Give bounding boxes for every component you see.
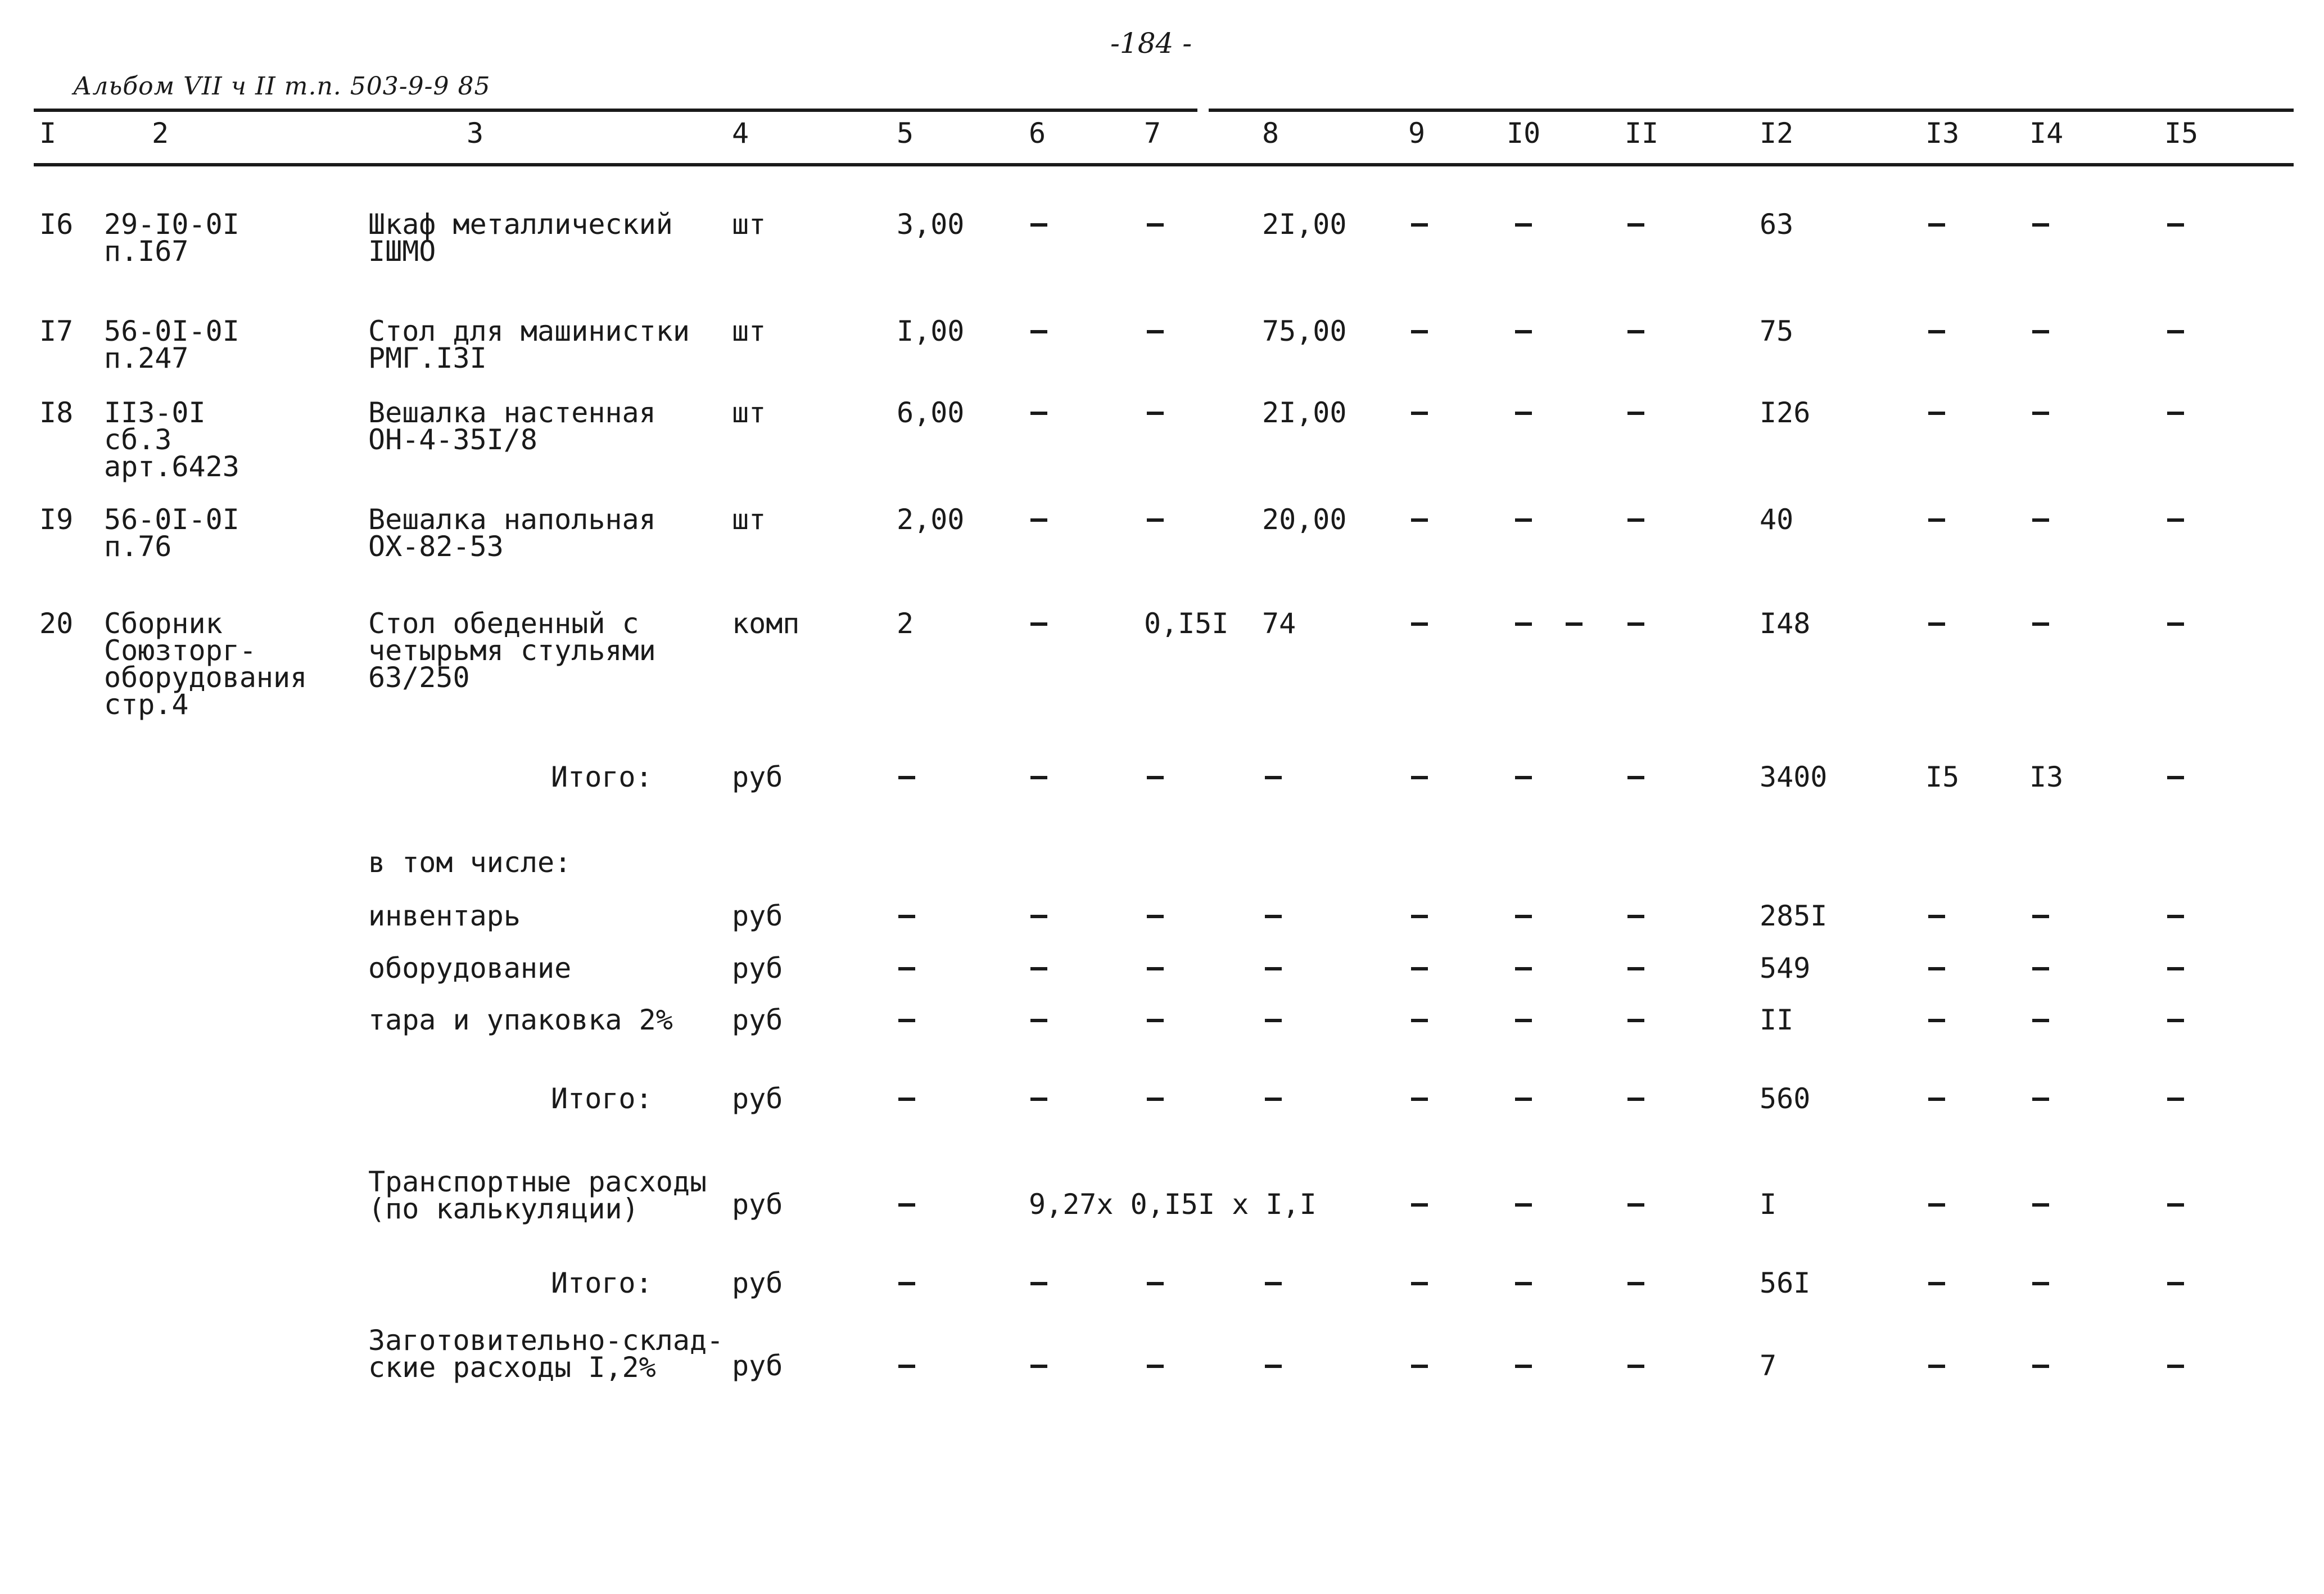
dash-cell (1627, 915, 1644, 918)
value-cell: 20,00 (1262, 503, 1347, 536)
dash-cell (1147, 776, 1164, 779)
dash-cell (1515, 1098, 1532, 1101)
value-cell: I26 (1760, 396, 1811, 429)
value-cell: 2I,00 (1262, 396, 1347, 429)
unit-rub: руб (732, 952, 783, 985)
equipment-label: оборудование (368, 952, 572, 985)
dash-cell (1928, 223, 1945, 227)
dash-cell (1030, 1365, 1047, 1368)
dash-cell (1928, 967, 1945, 970)
row-unit: шт (732, 208, 766, 241)
row-number: I6 (39, 208, 74, 241)
transport-formula: 9,27х 0,I5I х I,I (1029, 1188, 1317, 1221)
total-value: II (1760, 1004, 1794, 1036)
column-header: 9 (1408, 117, 1426, 150)
dash-cell (2032, 1019, 2049, 1022)
column-header: I4 (2029, 117, 2064, 150)
dash-cell (1515, 1203, 1532, 1207)
dash-cell (898, 776, 915, 779)
dash-cell (2167, 915, 2184, 918)
total-value: 285I (1760, 900, 1828, 932)
dash-cell (1147, 1282, 1164, 1285)
row-unit: комп (732, 607, 800, 640)
dash-cell (1515, 330, 1532, 333)
dash-cell (1030, 776, 1047, 779)
value-cell: 0,I5I (1144, 607, 1229, 640)
dash-cell (1515, 412, 1532, 415)
dash-cell (1928, 1098, 1945, 1101)
dash-cell (2167, 1365, 2184, 1368)
dash-cell (898, 1019, 915, 1022)
dash-cell (898, 1282, 915, 1285)
total-value: I3 (2029, 761, 2064, 793)
row-name: Вешалка настенная ОН-4-35I/8 (368, 396, 656, 456)
page-number: -184 - (1110, 27, 1192, 60)
dash-cell (1928, 1365, 1945, 1368)
row-name: Шкаф металлический IШМО (368, 208, 673, 268)
dash-cell (1928, 622, 1945, 626)
dash-cell (1030, 1019, 1047, 1022)
dash-cell (2167, 967, 2184, 970)
dash-cell (1627, 223, 1644, 227)
dash-cell (1411, 776, 1428, 779)
dash-cell (1411, 330, 1428, 333)
dash-cell (1030, 967, 1047, 970)
value-cell: 74 (1262, 607, 1296, 640)
row-number: I7 (39, 315, 74, 347)
dash-cell (898, 915, 915, 918)
column-header: I0 (1507, 117, 1541, 150)
column-header: 6 (1029, 117, 1046, 150)
dash-cell (1515, 1019, 1532, 1022)
dash-cell (1928, 915, 1945, 918)
dash-cell (2032, 1365, 2049, 1368)
dash-cell (1411, 1203, 1428, 1207)
dash-cell (1515, 1365, 1532, 1368)
dash-cell (1411, 622, 1428, 626)
transport-label: Транспортные расходы (по калькуляции) (368, 1166, 707, 1225)
dash-cell (2167, 412, 2184, 415)
total-value: 3400 (1760, 761, 1828, 793)
unit-rub: руб (732, 1349, 783, 1382)
dash-cell (1265, 1098, 1282, 1101)
dash-cell (898, 1203, 915, 1207)
dash-cell (1265, 1365, 1282, 1368)
value-cell: 40 (1760, 503, 1794, 536)
total-value: 549 (1760, 952, 1811, 985)
dash-cell (1627, 1203, 1644, 1207)
dash-cell (1627, 967, 1644, 970)
dash-cell (1411, 223, 1428, 227)
packaging-label: тара и упаковка 2% (368, 1004, 673, 1036)
dash-cell (1515, 223, 1532, 227)
dash-cell (1627, 776, 1644, 779)
row-code: 29-I0-0I п.I67 (104, 208, 239, 268)
dash-cell (898, 1098, 915, 1101)
dash-cell (1147, 518, 1164, 522)
dash-cell (2167, 1019, 2184, 1022)
dash-cell (1411, 915, 1428, 918)
value-cell: 2I,00 (1262, 208, 1347, 241)
total-label: Итого: (551, 761, 653, 793)
dash-cell (1147, 1365, 1164, 1368)
dash-cell (1265, 967, 1282, 970)
row-name: Вешалка напольная ОХ-82-53 (368, 503, 656, 563)
column-header: 3 (467, 117, 484, 150)
row-name: Стол для машинистки РМГ.I3I (368, 315, 690, 374)
dash-cell (2032, 330, 2049, 333)
dash-cell (1515, 622, 1532, 626)
dash-cell (1627, 622, 1644, 626)
dash-cell (2032, 622, 2049, 626)
dash-cell (1928, 412, 1945, 415)
dash-cell (1928, 518, 1945, 522)
row-code: II3-0I сб.3 арт.6423 (104, 396, 239, 483)
dash-cell (1265, 1282, 1282, 1285)
dash-cell (2167, 518, 2184, 522)
column-header: I3 (1925, 117, 1960, 150)
dash-cell (1928, 330, 1945, 333)
dash-cell (1515, 518, 1532, 522)
column-header: 8 (1262, 117, 1279, 150)
row-number: I9 (39, 503, 74, 536)
dash-cell (1627, 518, 1644, 522)
album-reference: Альбом VII ч II т.п. 503-9-9 85 (73, 72, 491, 101)
dash-cell (1411, 412, 1428, 415)
dash-cell (1030, 915, 1047, 918)
dash-cell (1265, 776, 1282, 779)
dash-cell (1411, 1365, 1428, 1368)
row-unit: шт (732, 503, 766, 536)
unit-rub: руб (732, 1082, 783, 1115)
storage-label: Заготовительно-склад- ские расходы I,2% (368, 1324, 724, 1384)
column-header: I5 (2164, 117, 2199, 150)
dash-cell (1928, 1203, 1945, 1207)
total-value: 56I (1760, 1267, 1811, 1299)
dash-cell (2032, 1098, 2049, 1101)
row-unit: шт (732, 315, 766, 347)
dash-cell (1147, 1019, 1164, 1022)
total-label: Итого: (551, 1267, 653, 1299)
dash-cell (1515, 1282, 1532, 1285)
dash-cell (1147, 967, 1164, 970)
dash-cell (1265, 915, 1282, 918)
header-rule-right (1209, 109, 2294, 112)
dash-cell (1627, 1365, 1644, 1368)
row-number: 20 (39, 607, 74, 640)
total-value: 7 (1760, 1349, 1777, 1382)
column-header: 4 (732, 117, 749, 150)
dash-cell (1411, 967, 1428, 970)
total-label: Итого: (551, 1082, 653, 1115)
row-code: 56-0I-0I п.247 (104, 315, 239, 374)
header-rule-bottom (34, 163, 2294, 166)
dash-cell (2167, 1203, 2184, 1207)
dash-cell (2167, 622, 2184, 626)
dash-cell (1030, 518, 1047, 522)
total-value: I (1760, 1188, 1777, 1221)
dash-cell (1515, 967, 1532, 970)
unit-rub: руб (732, 1188, 783, 1221)
dash-cell (1627, 1098, 1644, 1101)
dash-cell (1147, 412, 1164, 415)
dash-cell (2032, 915, 2049, 918)
dash-cell (2167, 330, 2184, 333)
unit-rub: руб (732, 900, 783, 932)
total-value: I5 (1925, 761, 1960, 793)
dash-cell (1030, 412, 1047, 415)
dash-cell (1627, 330, 1644, 333)
dash-cell (1030, 330, 1047, 333)
column-header: I (39, 117, 57, 150)
including-label: в том числе: (368, 846, 572, 879)
row-code: Сборник Союзторг- оборудования стр.4 (104, 607, 308, 721)
dash-cell (1928, 1282, 1945, 1285)
column-header: 5 (897, 117, 914, 150)
dash-cell (1030, 622, 1047, 626)
column-header: 2 (152, 117, 169, 150)
value-cell: 6,00 (897, 396, 965, 429)
value-cell: 75 (1760, 315, 1794, 347)
row-unit: шт (732, 396, 766, 429)
dash-cell (1147, 330, 1164, 333)
column-header: I2 (1760, 117, 1794, 150)
dash-cell (1030, 1282, 1047, 1285)
value-cell: 3,00 (897, 208, 965, 241)
dash-cell (2032, 967, 2049, 970)
dash-cell (1411, 518, 1428, 522)
value-cell: 2 (897, 607, 914, 640)
dash-cell (1147, 915, 1164, 918)
unit-rub: руб (732, 1267, 783, 1299)
dash-cell (1515, 776, 1532, 779)
dash-cell (1030, 223, 1047, 227)
row-number: I8 (39, 396, 74, 429)
dash-cell (1147, 1098, 1164, 1101)
dash-cell (2032, 412, 2049, 415)
dash-cell (1411, 1098, 1428, 1101)
row-code: 56-0I-0I п.76 (104, 503, 239, 563)
dash-cell (1566, 622, 1583, 626)
total-value: 560 (1760, 1082, 1811, 1115)
inventory-label: инвентарь (368, 900, 521, 932)
value-cell: I,00 (897, 315, 965, 347)
value-cell: 2,00 (897, 503, 965, 536)
dash-cell (2032, 223, 2049, 227)
header-rule-left (34, 109, 1197, 112)
value-cell: 75,00 (1262, 315, 1347, 347)
dash-cell (1627, 1019, 1644, 1022)
unit-rub: руб (732, 1004, 783, 1036)
dash-cell (1030, 1098, 1047, 1101)
dash-cell (898, 1365, 915, 1368)
dash-cell (1265, 1019, 1282, 1022)
column-header: 7 (1144, 117, 1161, 150)
column-header: II (1625, 117, 1659, 150)
unit-rub: руб (732, 761, 783, 793)
dash-cell (1627, 1282, 1644, 1285)
dash-cell (2167, 1098, 2184, 1101)
dash-cell (2167, 776, 2184, 779)
dash-cell (898, 967, 915, 970)
dash-cell (2167, 1282, 2184, 1285)
dash-cell (2032, 1282, 2049, 1285)
row-name: Стол обеденный с четырьмя стульями 63/250 (368, 607, 656, 694)
dash-cell (2032, 518, 2049, 522)
dash-cell (1627, 412, 1644, 415)
dash-cell (1147, 223, 1164, 227)
dash-cell (2032, 1203, 2049, 1207)
dash-cell (1515, 915, 1532, 918)
dash-cell (2167, 223, 2184, 227)
dash-cell (1411, 1019, 1428, 1022)
value-cell: I48 (1760, 607, 1811, 640)
value-cell: 63 (1760, 208, 1794, 241)
dash-cell (1411, 1282, 1428, 1285)
dash-cell (1928, 1019, 1945, 1022)
